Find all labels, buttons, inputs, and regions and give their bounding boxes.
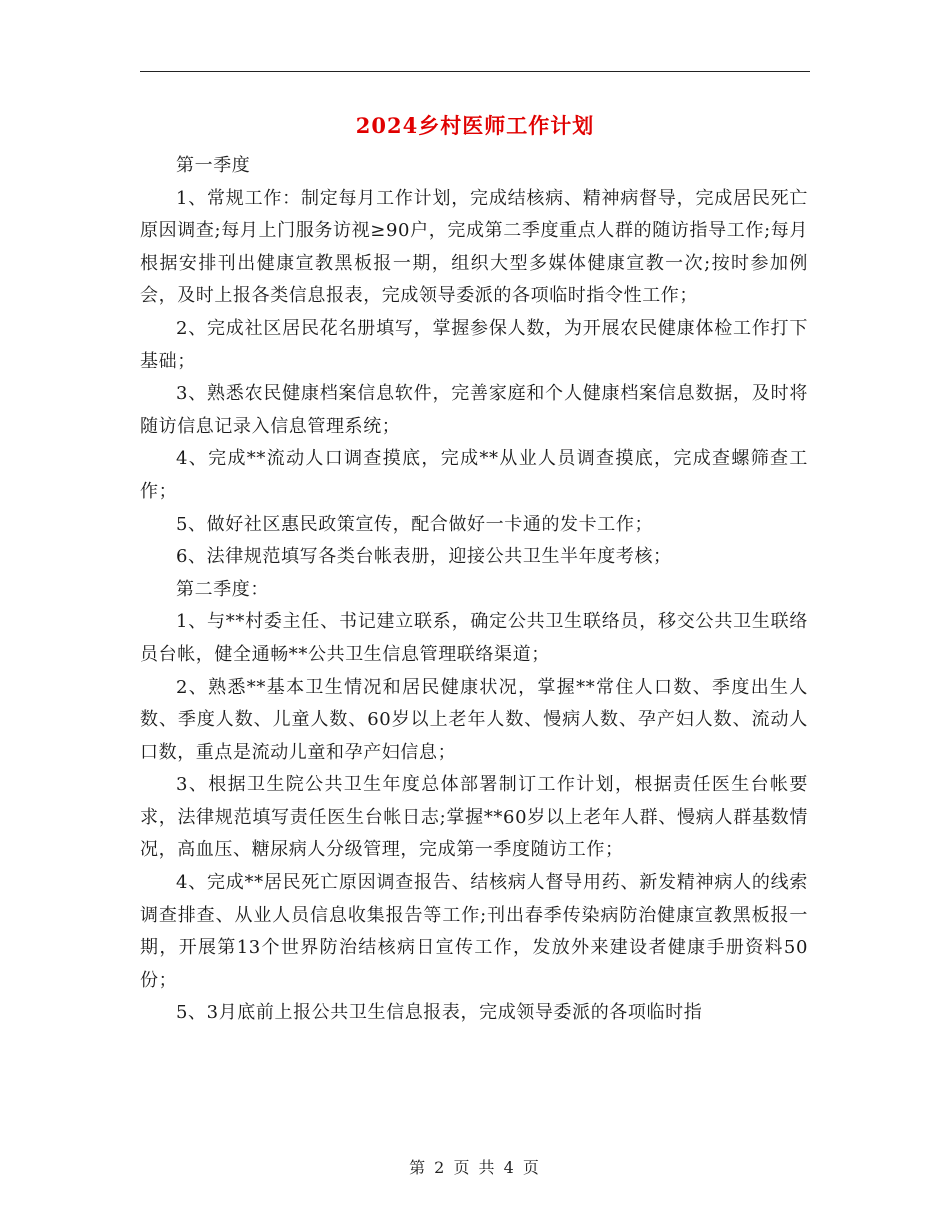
document-body: [140, 150, 808, 1030]
header-rule: [140, 71, 810, 72]
paragraph-q2-item-3: 3、根据卫生院公共卫生年度总体部署制订工作计划，根据责任医生台帐要求，法律规范填写责任医生台帐日志;掌握**60岁以上老年人群、慢病人群基数情况，高血压、糖尿病人分级管理，完成第一季度随访工作；: [140, 774, 808, 861]
paragraph-q2-item-2: 2、熟悉**基本卫生情况和居民健康状况，掌握**常住人口数、季度出生人数、季度人数、儿童人数、60岁以上老年人数、慢病人数、孕产妇人数、流动人口数，重点是流动儿童和孕产妇信息；: [140, 676, 808, 763]
paragraph-q1-item-5: 5、做好社区惠民政策宣传，配合做好一卡通的发卡工作；: [176, 513, 654, 535]
paragraph-q1-item-2: 2、完成社区居民花名册填写，掌握参保人数，为开展农民健康体检工作打下基础；: [140, 317, 808, 372]
paragraph-q2-item-4: 4、完成**居民死亡原因调查报告、结核病人督导用药、新发精神病人的线索调查排查、从业人员信息收集报告等工作;刊出春季传染病防治健康宣教黑板报一期，开展第13个世界防治结核病日宣传工作，发放外来建设者健康手册资料50份；: [140, 872, 808, 991]
document-title: 2024乡村医师工作计划: [355, 113, 595, 138]
paragraph-q1-item-6: 6、法律规范填写各类台帐表册，迎接公共卫生半年度考核；: [176, 546, 672, 568]
paragraph-q2-item-1: 1、与**村委主任、书记建立联系，确定公共卫生联络员，移交公共卫生联络员台帐，健全通畅**公共卫生信息管理联络渠道；: [140, 611, 808, 665]
paragraph-q1-item-4: 4、完成**流动人口调查摸底，完成**从业人员调查摸底，完成查螺筛查工作；: [140, 448, 808, 502]
section-heading-q2: 第二季度：: [176, 578, 269, 600]
section-heading-q1: 第一季度: [176, 155, 251, 176]
page-footer: 第 2 页 共 4 页: [409, 1158, 541, 1177]
paragraph-q2-item-5: 5、3月底前上报公共卫生信息报表，完成领导委派的各项临时指: [176, 1002, 703, 1024]
paragraph-q1-item-3: 3、熟悉农民健康档案信息软件，完善家庭和个人健康档案信息数据，及时将随访信息记录入信息管理系统；: [140, 383, 808, 437]
paragraph-q1-item-1: 1、常规工作：制定每月工作计划，完成结核病、精神病督导，完成居民死亡原因调查;每月上门服务访视≥90户，完成第二季度重点人群的随访指导工作;每月根据安排刊出健康宣教黑板报一期，组织大型多媒体健康宣教一次;按时参加例会，及时上报各类信息报表，完成领导委派的各项临时指令性工作；: [140, 187, 808, 307]
